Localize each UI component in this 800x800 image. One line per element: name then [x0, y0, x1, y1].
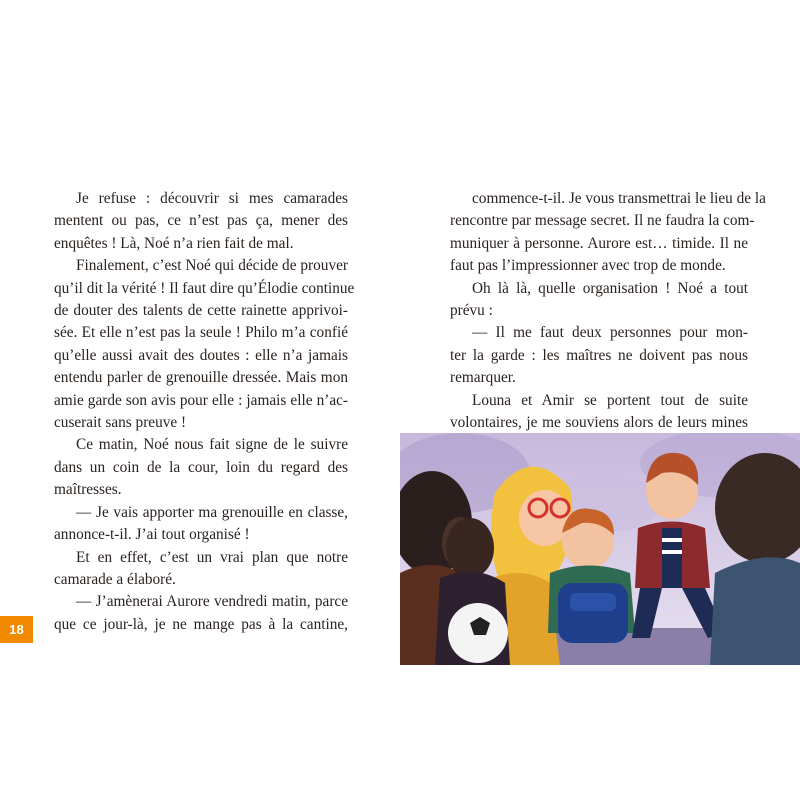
text-line: commence-t-il. Je vous transmettrai le lieu de la — [472, 190, 766, 207]
text-line: qu’elle aussi avait des doutes : elle n’a jamais — [54, 346, 348, 364]
paragraph — [450, 278, 748, 323]
text-line: de douter des talents de cette rainette apprivoi- — [54, 302, 348, 320]
paragraph — [450, 322, 748, 389]
text-line: — J’amènerai Aurore vendredi matin, parce — [76, 593, 348, 611]
text-line: ter la garde : les maîtres ne doivent pas nous — [450, 346, 748, 364]
text-line: Finalement, c’est Noé qui décide de prouver — [76, 257, 348, 275]
text-line: Louna et Amir se portent tout de suite — [472, 391, 748, 409]
text-line: Ce matin, Noé nous fait signe de le suivre — [76, 436, 348, 454]
text-line: rencontre par message secret. Il ne faudra la com- — [450, 212, 755, 230]
text-line: Je refuse : découvrir si mes camarades — [76, 190, 348, 207]
paragraph — [54, 547, 348, 592]
text-line: faut pas l’impressionner avec trop de monde. — [450, 257, 726, 275]
text-line: qu’il dit la vérité ! Il faut dire qu’Élodie continue — [54, 279, 355, 297]
page-number: 18 — [0, 616, 33, 643]
text-line: annonce-t-il. J’ai tout organisé ! — [54, 526, 250, 544]
paragraph — [54, 188, 348, 255]
text-line: que ce jour-là, je ne mange pas à la cantine, — [54, 615, 348, 633]
left-text-column — [54, 188, 355, 636]
paragraph — [54, 502, 348, 547]
book-illustration — [400, 433, 800, 665]
text-line: Et en effet, c’est un vrai plan que notre — [76, 548, 348, 566]
text-line: Oh là là, quelle organisation ! Noé a tout — [472, 279, 748, 297]
paragraph — [450, 390, 748, 435]
text-line: camarade a élaboré. — [54, 570, 176, 588]
paragraph — [54, 255, 355, 434]
text-line: muniquer à personne. Aurore est… timide. Il ne — [450, 234, 748, 252]
text-line: entendu parler de grenouille dressée. Mais mon — [54, 369, 348, 387]
text-line: mentent ou pas, ce n’est pas ça, mener des — [54, 212, 348, 230]
paragraph — [450, 188, 766, 278]
paragraph — [54, 591, 348, 636]
text-line: prévu : — [450, 302, 493, 320]
soccer-ball — [448, 603, 508, 663]
right-text-column — [450, 188, 766, 434]
paragraph — [54, 434, 348, 501]
text-line: enquêtes ! Là, Noé n’a rien fait de mal. — [54, 234, 294, 252]
text-line: sée. Et elle n’est pas la seule ! Philo m’a confié — [54, 324, 348, 342]
text-line: remarquer. — [450, 369, 516, 387]
text-line: amie garde son avis pour elle : jamais elle n’ac- — [54, 391, 348, 409]
text-line: volontaires, je me souviens alors de leurs mines — [450, 414, 748, 432]
text-line: maîtresses. — [54, 481, 122, 499]
text-line: — Il me faut deux personnes pour mon- — [472, 324, 748, 342]
text-line: dans un coin de la cour, loin du regard des — [54, 458, 348, 476]
text-line: cuserait sans preuve ! — [54, 414, 187, 432]
text-line: — Je vais apporter ma grenouille en classe, — [76, 503, 348, 521]
